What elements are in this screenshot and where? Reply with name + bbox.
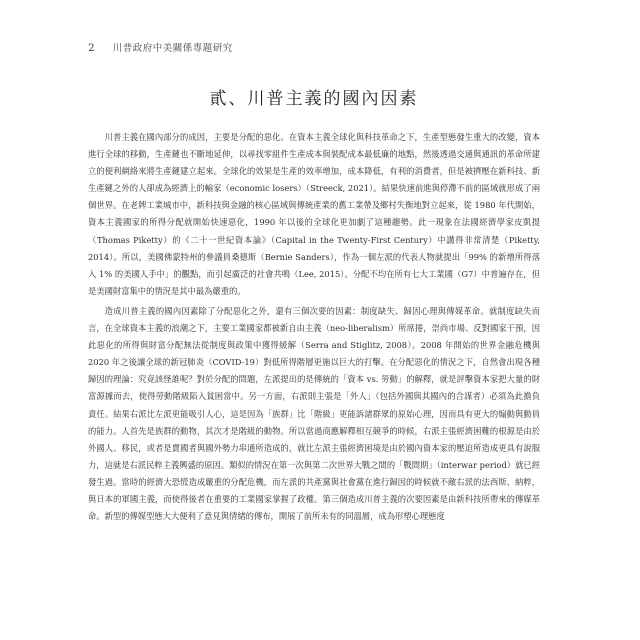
- body-text: [88, 129, 540, 525]
- section-title: 貳、川普主義的國內因素: [209, 89, 419, 109]
- document-page: [88, 40, 540, 640]
- page-number: 2: [88, 42, 95, 54]
- running-title: 川普政府中美關係專題研究: [112, 43, 233, 54]
- paragraph: 川普主義在國內部分的成因，主要是分配的惡化。在資本主義全球化與科技革命之下，生產型態發生重大的改變，資本進行全球的移動，生產鏈也不斷地延伸，以尋找零組件生產成本與裝配成本最低廉的地點，然後透過交通與通訊的革命所建立的便利網絡來將生產鏈建立起來。全球化的效果是生產的效率增加，成本降低，有利的消費者，但是被擠壓在新科技、新生產鏈之外的人卻成為經濟上的輸家（economic losers）（Streeck, 2021）。結果快速前進與停滯不前的區域就形成了兩個世界。在老牌工業城市中，新科技與金融的核心區域與傳統產業的舊工業帶及鄉村失衡地對立起來，從 1980 年代開始，資本主義國家的所得分配就開始快速惡化，1990 年以後的全球化更加劇了這種趨勢。此一現象在法國經濟學家皮凱提（Thomas Piketty）的《二十一世紀資本論》（Capital in the Twenty-First Century）中講得非常清楚（Piketty, 2014）。所以，美國佛蒙特州的參議員桑德斯（Bernie Sanders），作為一個左派的代表人物就提出「99% 的新增所得落入 1% 的美國人手中」的觀點，而引起廣泛的社會共鳴（Lee, 2015）。分配不均在所有七大工業國（G7）中普遍存在，但是美國財富集中的情況是其中最為嚴重的。: [88, 132, 540, 296]
- paragraph: 造成川普主義的國內因素除了分配惡化之外，還有三個次要的因素：制度缺失、歸因心理與傳媒革命。就制度缺失而言，在全球資本主義的浪潮之下，主要工業國家都被新自由主義（neo-liberalism）所席捲，崇尚市場、反對國家干預，因此惡化的所得與財富分配無法從制度與政策中獲得緩解（Serra and Stiglitz, 2008）。2008 年開始的世界金融危機與 2020 年之後讓全球的新冠肺炎（COVID-19）對低所得階層更施以巨大的打擊。在分配惡化的情況之下，自然會出現各種歸因的理論：究竟該怪誰呢？對於分配的問題，左派提出的是傳統的「資本 vs. 勞動」的解釋，就是評擊資本家把大量的財富源據而去，使得勞動階級陷入貧困當中。另一方面，右派則主張是「外人」（包括外國與其國內的合謀者）必須為此擔負責任。結果右派比左派更能吸引人心，這是因為「族群」比「階級」更能訴諸群眾的原始心理，因而具有更大的煽動與動員的能力。人首先是族群的動物，其次才是階級的動物。所以當過商應解釋相互競爭的時候，右派主張經濟困難的根源是由於外國人、移民，或者是賣國者與國外勢力串通所造成的，就比左派主張經濟困境是由於國內資本家的壓迫所造成更具有說服力，這就是右派民粹主義興盛的原因。類似的情況在第一次與第二次世界大戰之間的「戰間期」（interwar period）就已經發生過。當時的經濟大恐慌造成嚴重的分配危機，而左派的共產黨與社會黨在進行歸因的時候就不敵右派的法西斯、納粹，與日本的軍國主義，而使得後者在重要的工業國家掌握了政權。第三個造成川普主義的次要因素是由新科技所帶來的傳媒革命。新型的傳媒型態大大便利了意見與情緒的傳布，開展了前所未有的同溫層，成為形塑心理態度: [88, 305, 540, 522]
- running-header: [88, 40, 540, 54]
